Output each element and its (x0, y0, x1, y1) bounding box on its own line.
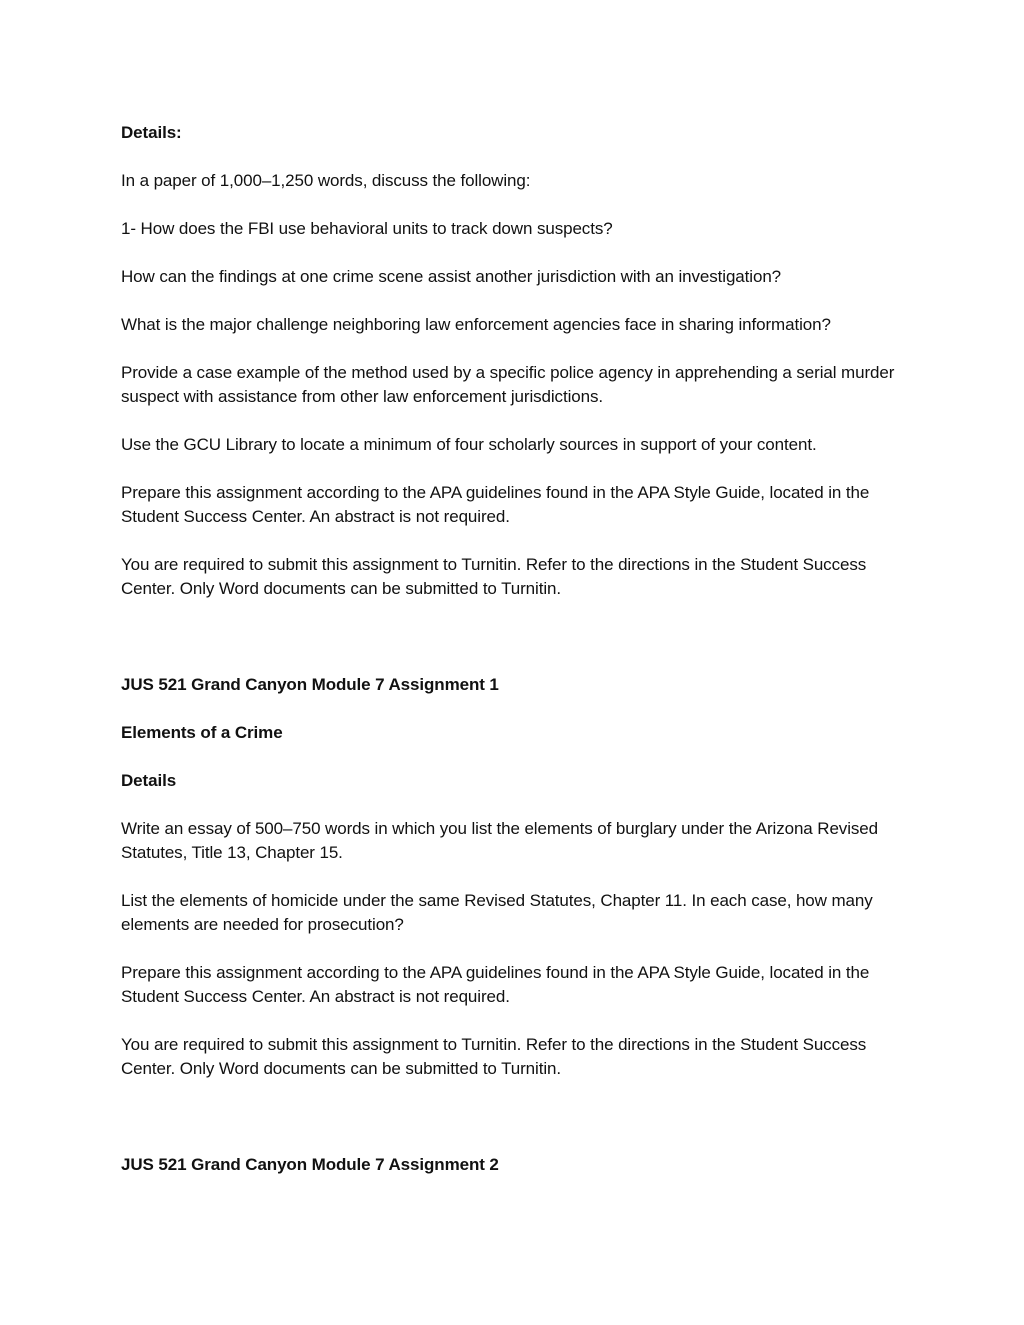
paragraph-apa-2: Prepare this assignment according to the APA guidelines found in the APA Style Guide, located in the Student Success Center. An abstract is not required. (121, 963, 870, 1006)
paragraph-turnitin-2: You are required to submit this assignment to Turnitin. Refer to the directions in the Student Success Center. Only Word documents can be submitted to Turnitin. (121, 1035, 867, 1078)
assignment-subtitle: Elements of a Crime (121, 723, 283, 742)
paragraph-case-example: Provide a case example of the method used by a specific police agency in apprehending a serial murder suspect with assistance from other law enforcement jurisdictions. (121, 363, 895, 406)
paragraph-turnitin: You are required to submit this assignment to Turnitin. Refer to the directions in the Student Success Center. Only Word documents can be submitted to Turnitin. (121, 555, 867, 598)
paragraph-question-challenge: What is the major challenge neighboring law enforcement agencies face in sharing information? (121, 315, 831, 334)
details-heading: Details: (121, 123, 182, 142)
paragraph-question-fbi: 1- How does the FBI use behavioral units to track down suspects? (121, 219, 613, 238)
paragraph-homicide: List the elements of homicide under the same Revised Statutes, Chapter 11. In each case, how many elements are needed for prosecution? (121, 891, 873, 934)
paragraph-burglary: Write an essay of 500–750 words in which you list the elements of burglary under the Arizona Revised Statutes, Title 13, Chapter 15. (121, 819, 878, 862)
details-heading-2: Details (121, 771, 177, 790)
section-spacer-2 (121, 1105, 911, 1153)
section-spacer (121, 625, 911, 673)
paragraph-question-jurisdiction: How can the findings at one crime scene assist another jurisdiction with an investigation? (121, 267, 782, 286)
paragraph-word-count: In a paper of 1,000–1,250 words, discuss the following: (121, 171, 531, 190)
assignment-title: JUS 521 Grand Canyon Module 7 Assignment 1 (121, 675, 499, 694)
assignment-title-2: JUS 521 Grand Canyon Module 7 Assignment 2 (121, 1155, 499, 1174)
document-page (121, 121, 911, 1201)
paragraph-sources: Use the GCU Library to locate a minimum of four scholarly sources in support of your content. (121, 435, 817, 454)
paragraph-apa: Prepare this assignment according to the APA guidelines found in the APA Style Guide, located in the Student Success Center. An abstract is not required. (121, 483, 870, 526)
